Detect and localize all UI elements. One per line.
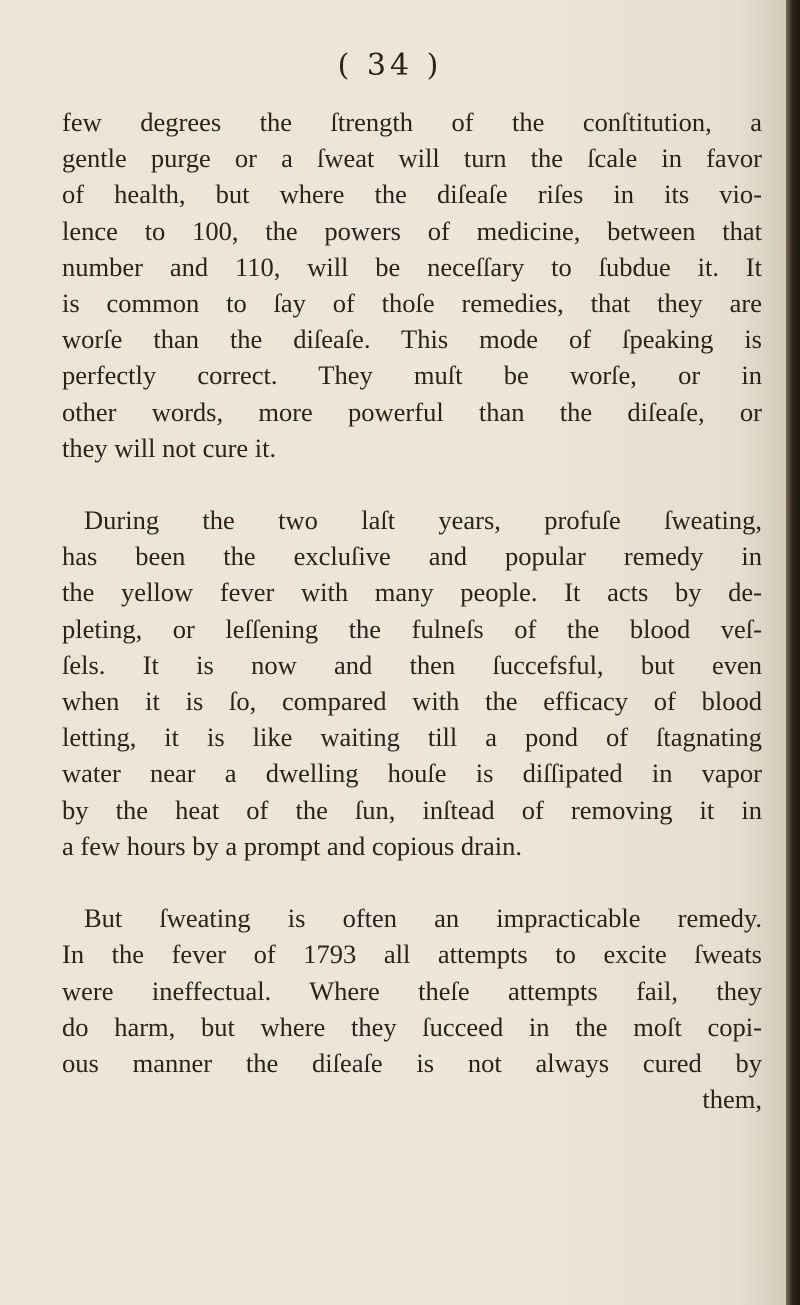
text-line: when it is ſo, compared with the efficacy of blood xyxy=(62,686,762,716)
catchword: them, xyxy=(702,1084,762,1115)
paragraph-gap xyxy=(62,466,762,502)
text-line: lence to 100, the powers of medicine, between that xyxy=(62,215,762,246)
text-line: letting, it is like waiting till a pond of ſtagnating xyxy=(62,722,762,753)
text-line: gentle purge or a ſweat will turn the ſcale in favor xyxy=(62,143,762,174)
text-line: were ineffectual. Where theſe attempts fail, they xyxy=(62,975,762,1006)
text-line: the yellow fever with many people. It acts by de- xyxy=(62,577,762,608)
text-line: ſels. It is now and then ſuccefsful, but even xyxy=(62,649,762,680)
page-number: ( 34 ) xyxy=(337,48,443,83)
text-line: by the heat of the ſun, inſtead of removing it in xyxy=(62,794,762,825)
text-line: ous manner the diſeaſe is not always cured by xyxy=(62,1047,762,1078)
text-line: a few hours by a prompt and copious drain. xyxy=(62,830,522,861)
text-line: In the fever of 1793 all attempts to excite ſweats xyxy=(62,939,762,970)
text-line: they will not cure it. xyxy=(62,432,277,463)
text-line: water near a dwelling houſe is diſſipated in vapor xyxy=(62,758,762,789)
text-line: perfectly correct. They muſt be worſe, or in xyxy=(62,360,762,391)
text-line: of health, but where the diſeaſe riſes in its vio- xyxy=(62,179,762,210)
text-line: has been the excluſive and popular remedy in xyxy=(62,541,762,572)
text-line: number and 110, will be neceſſary to ſubdue it. It xyxy=(62,251,762,282)
text-line: is common to ſay of thoſe remedies, that they are xyxy=(62,287,762,318)
page-gutter-shadow xyxy=(786,0,800,1305)
text-line: other words, more powerful than the diſeaſe, or xyxy=(62,396,762,427)
paragraph-gap xyxy=(62,864,762,900)
text-line: But ſweating is often an impracticable remedy. xyxy=(84,903,762,934)
text-line: do harm, but where they ſucceed in the moſt copi- xyxy=(62,1011,762,1042)
text-line: few degrees the ſtrength of the conſtitution, a xyxy=(62,107,762,137)
body-text xyxy=(62,104,762,1117)
text-line: pleting, or leſſening the fulneſs of the blood veſ- xyxy=(62,613,762,644)
text-line: worſe than the diſeaſe. This mode of ſpeaking is xyxy=(62,324,762,355)
text-line: During the two laſt years, profuſe ſweating, xyxy=(84,505,762,536)
